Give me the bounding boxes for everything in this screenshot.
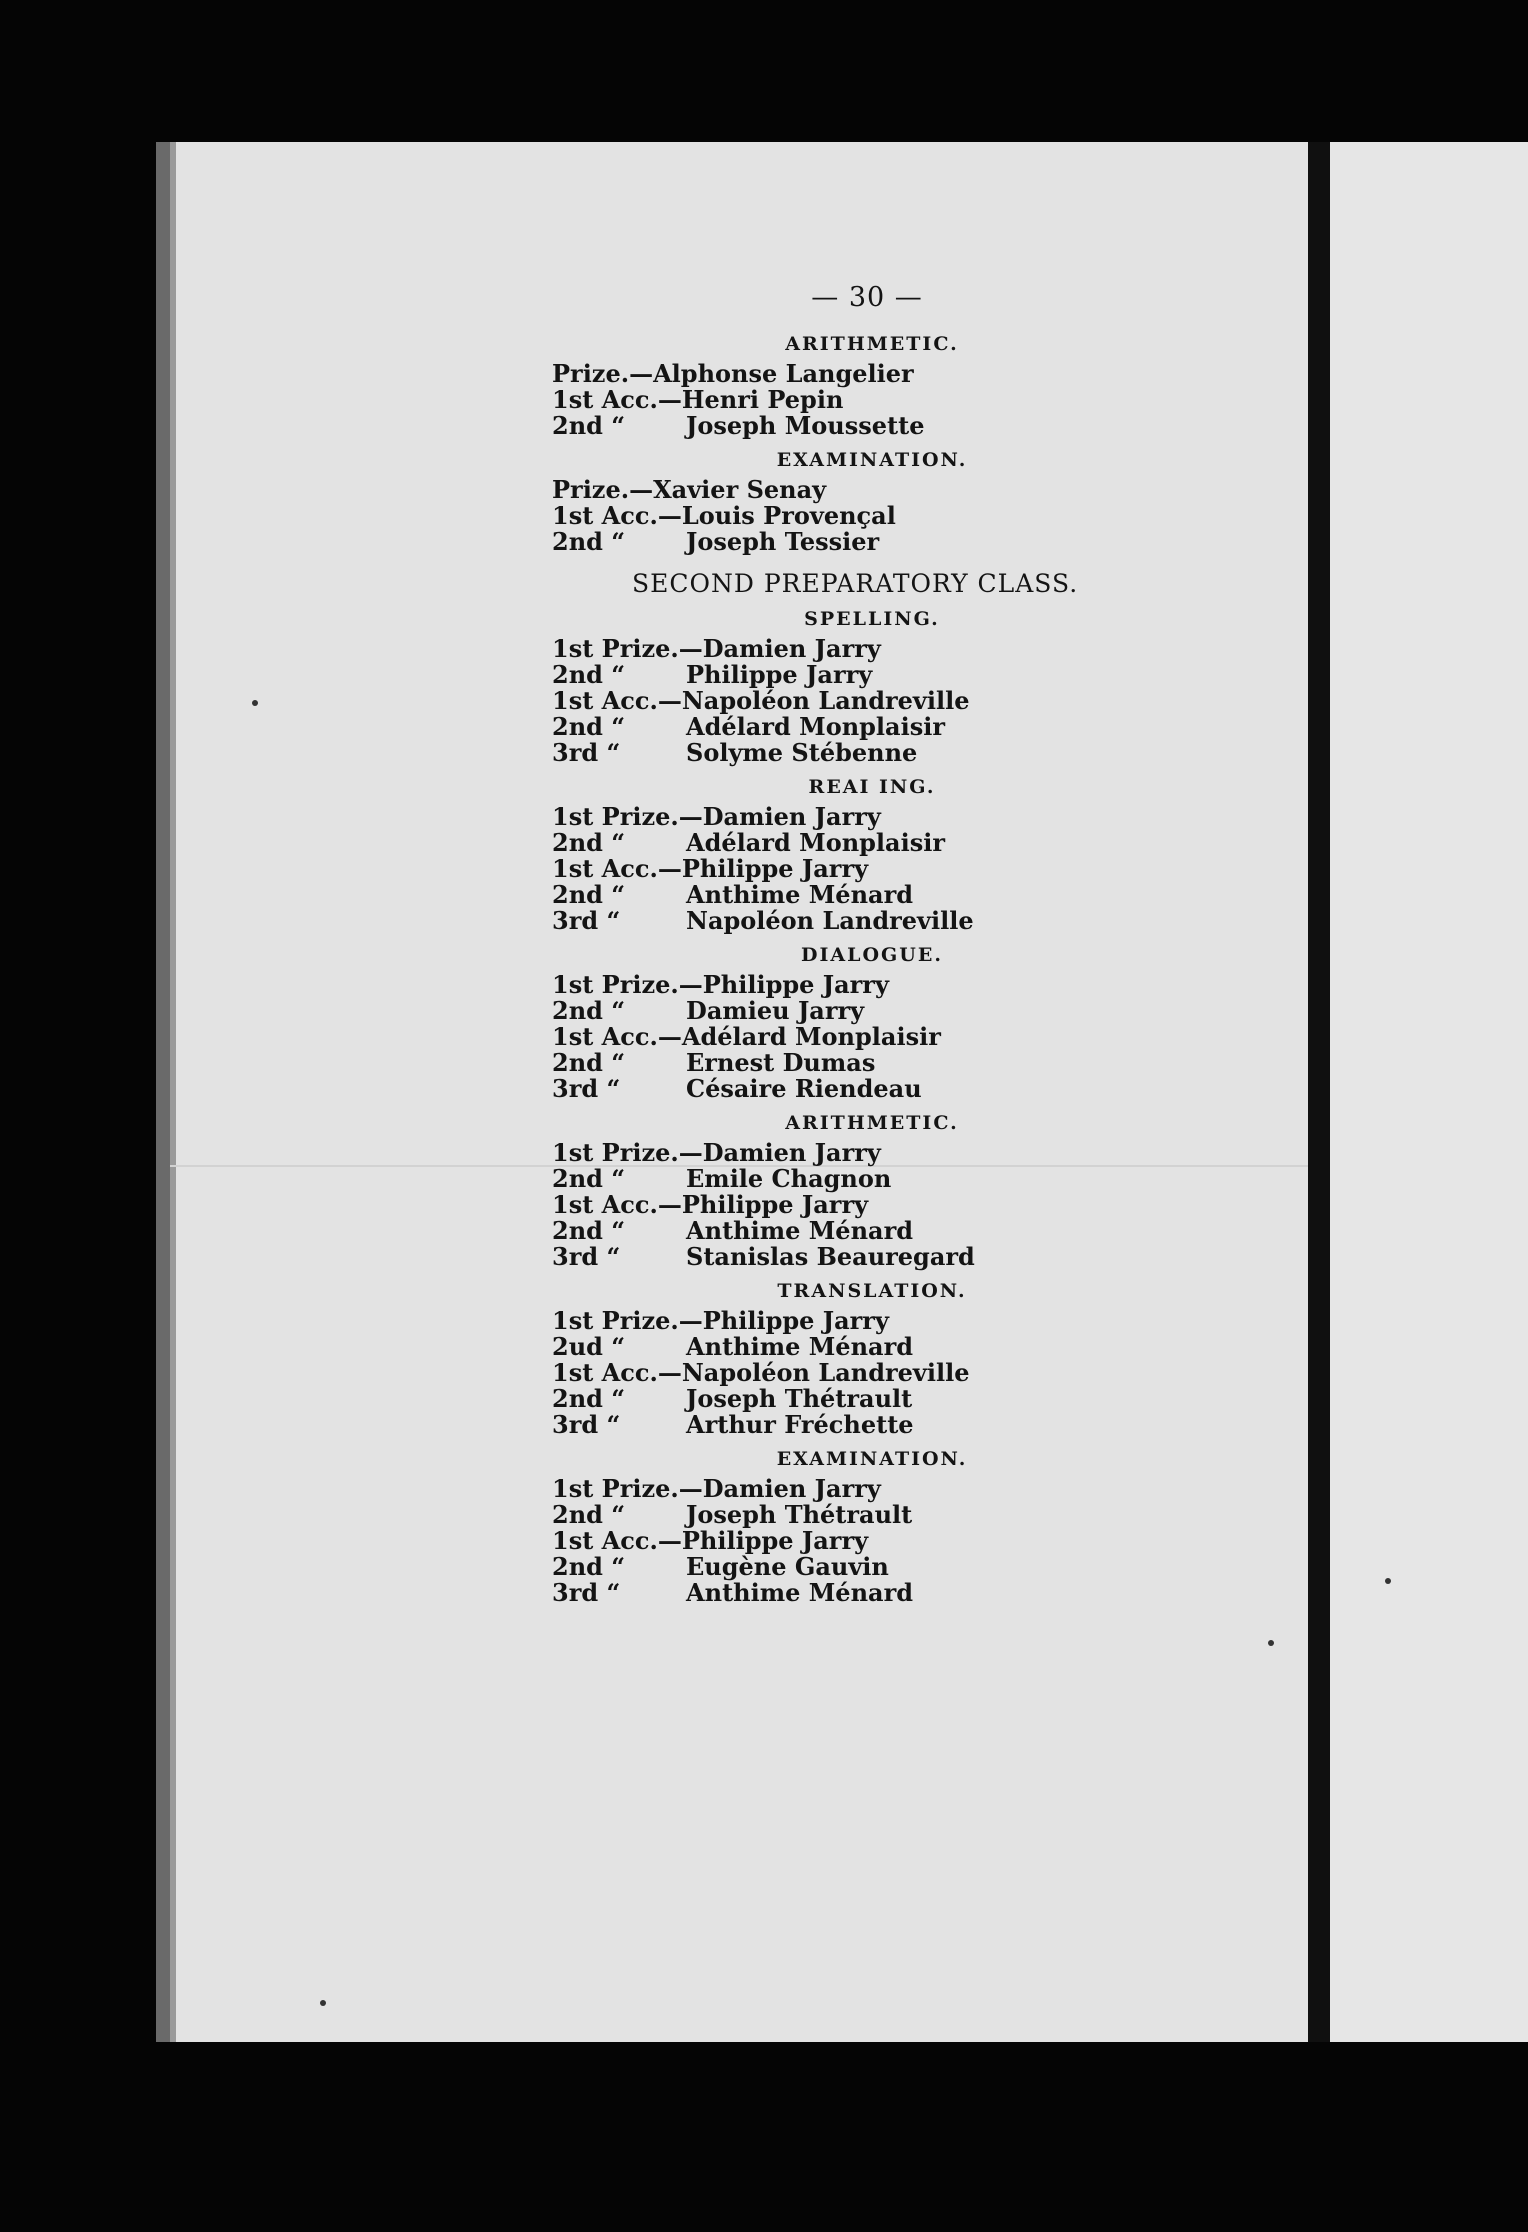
student-name: Arthur Fréchette [686, 1410, 914, 1439]
student-name: Solyme Stébenne [686, 738, 918, 767]
award-row [552, 714, 1072, 740]
award-row [552, 413, 1072, 439]
award-rank: 1st Acc.— [552, 1022, 682, 1051]
section-heading: ARITHMETIC. [785, 333, 959, 355]
award-rank: Prize.— [552, 475, 654, 504]
award-section [552, 1448, 1072, 1606]
award-rank: 2nd “ [552, 1384, 626, 1413]
student-name: Philippe Jarry [702, 970, 889, 999]
ink-speck [1268, 1640, 1274, 1646]
award-rank: 1st Prize.— [552, 970, 703, 999]
student-name: Joseph Thétrault [686, 1384, 913, 1413]
student-name: Philippe Jarry [686, 660, 873, 689]
award-rank: 2nd “ [552, 411, 626, 440]
student-name: Anthime Ménard [686, 1578, 914, 1607]
student-name: Adélard Monplaisir [681, 1022, 941, 1051]
student-name: Damien Jarry [702, 1474, 881, 1503]
award-row [552, 1412, 1072, 1438]
section-heading: SPELLING. [804, 608, 940, 630]
award-rank: 2nd “ [552, 828, 626, 857]
award-rank: 2nd “ [552, 1500, 626, 1529]
award-rank: 2nd “ [552, 996, 626, 1025]
award-rank: 2nd “ [552, 660, 626, 689]
award-row [552, 1140, 1072, 1166]
award-section [552, 776, 1072, 934]
award-row [552, 387, 1072, 413]
award-row [552, 856, 1072, 882]
ink-speck [320, 2000, 326, 2006]
award-row [552, 662, 1072, 688]
student-name: Henri Pepin [681, 385, 844, 414]
facing-page [1330, 142, 1528, 2042]
student-name: Napoléon Landreville [681, 686, 970, 715]
award-row [552, 636, 1072, 662]
student-name: Napoléon Landreville [681, 1358, 970, 1387]
student-name: Anthime Ménard [686, 1216, 914, 1245]
ink-speck [252, 700, 258, 706]
award-rank: 1st Acc.— [552, 686, 682, 715]
award-rank: 1st Acc.— [552, 501, 682, 530]
award-rank: 3rd “ [552, 906, 621, 935]
award-rank: 1st Prize.— [552, 1306, 703, 1335]
award-row [552, 1334, 1072, 1360]
award-section [552, 333, 1072, 439]
award-row [552, 740, 1072, 766]
student-name: Xavier Senay [653, 475, 827, 504]
award-rank: 2nd “ [552, 527, 626, 556]
student-name: Césaire Riendeau [686, 1074, 922, 1103]
section-heading: ARITHMETIC. [785, 1112, 959, 1134]
award-row [552, 1476, 1072, 1502]
student-name: Damien Jarry [702, 802, 881, 831]
award-rank: 1st Acc.— [552, 1190, 682, 1219]
award-section [552, 1112, 1072, 1270]
award-row [552, 1050, 1072, 1076]
student-name: Adélard Monplaisir [686, 828, 945, 857]
award-row [552, 1580, 1072, 1606]
award-rank: 3rd “ [552, 1578, 621, 1607]
section-heading: EXAMINATION. [776, 1448, 968, 1470]
student-name: Napoléon Landreville [686, 906, 974, 935]
student-name: Damieu Jarry [686, 996, 865, 1025]
award-row [552, 1502, 1072, 1528]
student-name: Adélard Monplaisir [686, 712, 945, 741]
student-name: Stanislas Beauregard [686, 1242, 975, 1271]
student-name: Philippe Jarry [681, 1526, 869, 1555]
student-name: Alphonse Langelier [653, 359, 914, 388]
student-name: Ernest Dumas [686, 1048, 876, 1077]
student-name: Damien Jarry [702, 634, 881, 663]
award-row [552, 1218, 1072, 1244]
section-heading: TRANSLATION. [777, 1280, 967, 1302]
award-row [552, 1244, 1072, 1270]
award-rank: 3rd “ [552, 1242, 621, 1271]
student-name: Joseph Tessier [686, 527, 880, 556]
award-row [552, 882, 1072, 908]
award-rank: 3rd “ [552, 1074, 621, 1103]
student-name: Anthime Ménard [686, 1332, 914, 1361]
award-row [552, 503, 1072, 529]
award-rank: 2nd “ [552, 1164, 626, 1193]
award-row [552, 1554, 1072, 1580]
student-name: Joseph Moussette [686, 411, 925, 440]
award-rank: 1st Prize.— [552, 1138, 703, 1167]
first-class-sections [552, 333, 1072, 555]
award-row [552, 688, 1072, 714]
award-rank: 1st Prize.— [552, 1474, 703, 1503]
award-rank: 2nd “ [552, 1048, 626, 1077]
award-rank: 1st Acc.— [552, 854, 682, 883]
student-name: Damien Jarry [702, 1138, 881, 1167]
student-name: Louis Provençal [681, 501, 896, 530]
award-row [552, 998, 1072, 1024]
page-number: — 30 — [811, 282, 923, 313]
award-rank: 2nd “ [552, 712, 626, 741]
student-name: Eugène Gauvin [686, 1552, 889, 1581]
award-row [552, 361, 1072, 387]
award-section [552, 944, 1072, 1102]
student-name: Philippe Jarry [681, 1190, 869, 1219]
award-rank: 1st Prize.— [552, 634, 703, 663]
award-rank: 2ud “ [552, 1332, 626, 1361]
award-row [552, 477, 1072, 503]
award-row [552, 1192, 1072, 1218]
award-rank: 2nd “ [552, 1552, 626, 1581]
award-rank: 3rd “ [552, 738, 621, 767]
section-heading: EXAMINATION. [776, 449, 968, 471]
award-row [552, 1076, 1072, 1102]
student-name: Joseph Thétrault [686, 1500, 913, 1529]
award-rank: 1st Prize.— [552, 802, 703, 831]
award-rank: Prize.— [552, 359, 654, 388]
award-rank: 2nd “ [552, 1216, 626, 1245]
section-heading: REAI ING. [808, 776, 936, 798]
award-row [552, 1308, 1072, 1334]
award-row [552, 1024, 1072, 1050]
award-rank: 2nd “ [552, 880, 626, 909]
award-section [552, 1280, 1072, 1438]
award-row [552, 830, 1072, 856]
award-row [552, 1528, 1072, 1554]
award-row [552, 1360, 1072, 1386]
award-rank: 1st Acc.— [552, 1358, 682, 1387]
award-row [552, 529, 1072, 555]
book-binding [1308, 142, 1330, 2042]
second-preparatory-sections [552, 608, 1072, 1606]
class-title: SECOND PREPARATORY CLASS. [632, 569, 1079, 598]
award-row [552, 804, 1072, 830]
award-rank: 1st Acc.— [552, 1526, 682, 1555]
section-heading: DIALOGUE. [801, 944, 943, 966]
award-row [552, 1166, 1072, 1192]
student-name: Philippe Jarry [681, 854, 869, 883]
award-row [552, 972, 1072, 998]
award-rank: 3rd “ [552, 1410, 621, 1439]
ink-speck [1385, 1578, 1391, 1584]
award-rank: 1st Acc.— [552, 385, 682, 414]
student-name: Emile Chagnon [686, 1164, 892, 1193]
student-name: Philippe Jarry [702, 1306, 889, 1335]
award-section [552, 608, 1072, 766]
award-row [552, 1386, 1072, 1412]
student-name: Anthime Ménard [686, 880, 914, 909]
award-row [552, 908, 1072, 934]
prize-list [552, 282, 1079, 1616]
award-section [552, 449, 1072, 555]
